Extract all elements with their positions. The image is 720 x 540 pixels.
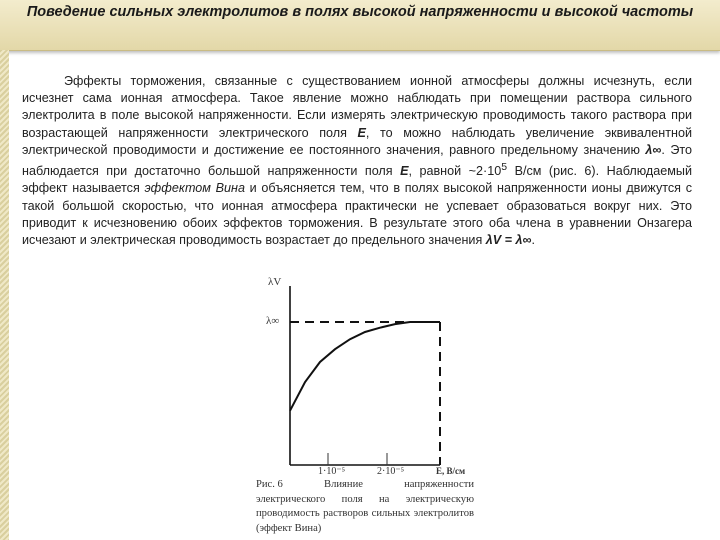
caption-word: Влияние (324, 479, 363, 490)
text-segment: Эффекты торможения, связанные с существованием ионной атмосферы должны исчезнуть, если исчезнет сама ионная атмосфера. Такое явление можно наблюдать при помещении раствора сильного электролита в поле высокой напряженности. Если измерять электрическую проводимость такого раствора при возрастающей напряженности электрического поля (22, 74, 692, 140)
text-segment: . Это наблюдается при достаточно большой напряженности поля (22, 142, 693, 179)
caption-rest: электрического поля на электрическую проводимость растворов сильных электролитов (эффект Вина) (256, 493, 474, 534)
wien-effect-chart (240, 268, 490, 478)
slide-title: Поведение сильных электролитов в полях высокой напряженности и высокой частоты (26, 4, 694, 20)
exponent: 5 (501, 161, 508, 174)
effect-name: эффектом Вина (144, 181, 245, 196)
text-segment: и объясняется тем, что в полях высокой напряженности ионы движутся с такой большой скоростью, что ионная атмосфера практически не успевает образоваться вокруг них. Это приводит к исчезновению обоих эффектов торможения. В результате этого оба члена в уравнении Онзагера исчезают и электрическая проводимость возрастает до предельного значения (22, 181, 692, 248)
x-axis-label: E, B/см (436, 466, 466, 476)
conductivity-curve (290, 322, 440, 411)
symbol-E: E (400, 164, 409, 179)
text-segment: В/см (рис. 6). Наблюдаемый эффект называется (22, 164, 692, 196)
caption-word: напряженности (404, 479, 474, 490)
decorative-stripe (0, 50, 9, 540)
caption-fig-number: Рис. 6 (256, 479, 283, 490)
y-axis-label: λV (268, 276, 282, 288)
symbol-lambda-equation: λV = λ∞ (485, 233, 532, 248)
body-paragraph (22, 73, 692, 249)
title-bar (0, 0, 720, 51)
symbol-E: E (357, 125, 366, 140)
tick-2-label: 2·10⁻⁵ (377, 466, 405, 477)
text-segment: . (531, 233, 536, 248)
text-segment: , равной ~2·10 (408, 164, 502, 179)
figure-caption (256, 478, 474, 536)
text-segment: , то можно наблюдать увеличение эквивалентной электрической проводимости и достижение ее постоянного значения, равного предельному значению (22, 125, 692, 157)
tick-1-label: 1·10⁻⁵ (318, 466, 346, 477)
symbol-lambda-inf: λ∞ (645, 142, 662, 157)
lambda-inf-label: λ∞ (266, 315, 280, 327)
